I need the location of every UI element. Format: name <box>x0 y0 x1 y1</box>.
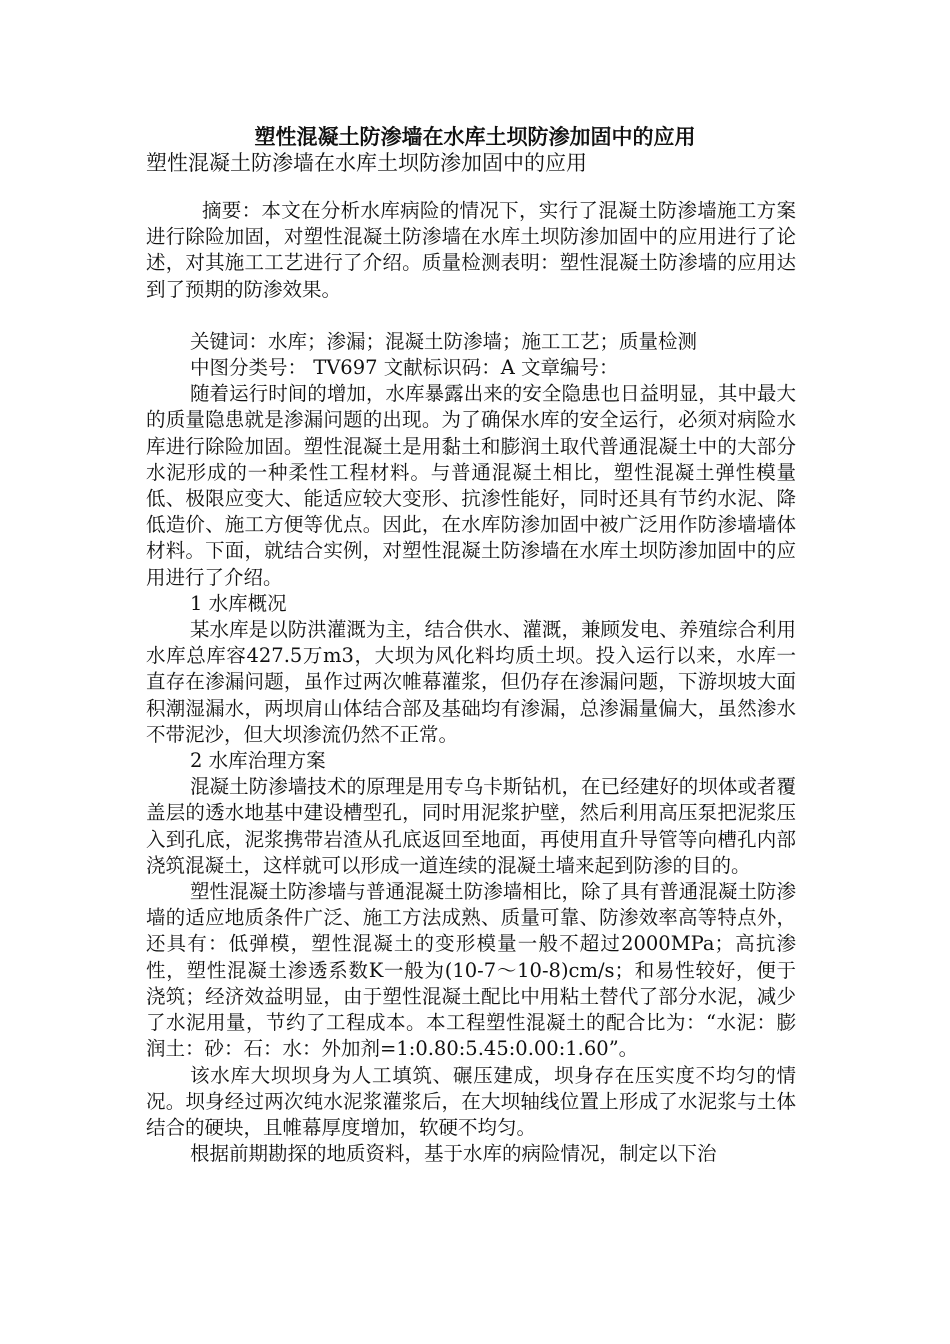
intro-paragraph: 随着运行时间的增加，水库暴露出来的安全隐患也日益明显，其中最大的质量隐患就是渗漏问题的出现。为了确保水库的安全运行，必须对病险水库进行除险加固。塑性混凝土是用黏土和膨润土取代普通混凝土中的大部分水泥形成的一种柔性工程材料。与普通混凝土相比，塑性混凝土弹性模量低、极限应变大、能适应较大变形、抗渗性能好，同时还具有节约水泥、降低造价、施工方便等优点。因此，在水库防渗加固中被广泛用作防渗墙墙体材料。下面，就结合实例，对塑性混凝土防渗墙在水库土坝防渗加固中的应用进行了介绍。 <box>146 382 796 589</box>
keywords-line: 关键词：水库；渗漏；混凝土防渗墙；施工工艺；质量检测 <box>190 329 698 353</box>
section-2-paragraph-4: 根据前期勘探的地质资料，基于水库的病险情况，制定以下治 <box>190 1142 717 1166</box>
section-2-paragraph-2: 塑性混凝土防渗墙与普通混凝土防渗墙相比，除了具有普通混凝土防渗墙的适应地质条件广泛、施工方法成熟、质量可靠、防渗效率高等特点外，还具有：低弹模，塑性混凝土的变形模量一般不超过2000MPa；高抗渗性，塑性混凝土渗透系数K一般为(10-7～10-8)cm/s；和易性较好，便于浇筑；经济效益明显，由于塑性混凝土配比中用粘土替代了部分水泥，减少了水泥用量，节约了工程成本。本工程塑性混凝土的配合比为：“水泥：膨润土：砂：石：水：外加剂=1:0.80:5.45:0.00:1.60”。 <box>146 880 796 1061</box>
section-1-paragraph: 某水库是以防洪灌溉为主，结合供水、灌溉，兼顾发电、养殖综合利用水库总库容427.5万m3，大坝为风化料均质土坝。投入运行以来，水库一直存在渗漏问题，虽作过两次帷幕灌浆，但仍存在渗漏问题，下游坝坡大面积潮湿漏水，两坝肩山体结合部及基础均有渗漏，总渗漏量偏大，虽然渗水不带泥沙，但大坝渗流仍然不正常。 <box>146 618 796 746</box>
section-2-paragraph-3: 该水库大坝坝身为人工填筑、碾压建成，坝身存在压实度不均匀的情况。坝身经过两次纯水泥浆灌浆后，在大坝轴线位置上形成了水泥浆与土体结合的硬块，且帷幕厚度增加，软硬不均匀。 <box>146 1063 796 1139</box>
section-heading-1: 1 水库概况 <box>190 591 287 615</box>
abstract-paragraph: 摘要：本文在分析水库病险的情况下，实行了混凝土防渗墙施工方案进行除险加固，对塑性混凝土防渗墙在水库土坝防渗加固中的应用进行了论述，对其施工工艺进行了介绍。质量检测表明：塑性混凝土防渗墙的应用达到了预期的防渗效果。 <box>146 199 796 301</box>
section-heading-2: 2 水库治理方案 <box>190 749 326 773</box>
document-subtitle: 塑性混凝土防渗墙在水库土坝防渗加固中的应用 <box>146 151 587 175</box>
document-body <box>146 198 796 1167</box>
document-title: 塑性混凝土防渗墙在水库土坝防渗加固中的应用 <box>254 124 696 149</box>
section-2-paragraph-1: 混凝土防渗墙技术的原理是用专乌卡斯钻机，在已经建好的坝体或者覆盖层的透水地基中建设槽型孔，同时用泥浆护壁，然后利用高压泵把泥浆压入到孔底，泥浆携带岩渣从孔底返回至地面，再使用直升导管等向槽孔内部浇筑混凝土，这样就可以形成一道连续的混凝土墙来起到防渗的目的。 <box>146 775 796 877</box>
classification-line: 中图分类号： TV697 文献标识码：A 文章编号： <box>190 356 619 380</box>
